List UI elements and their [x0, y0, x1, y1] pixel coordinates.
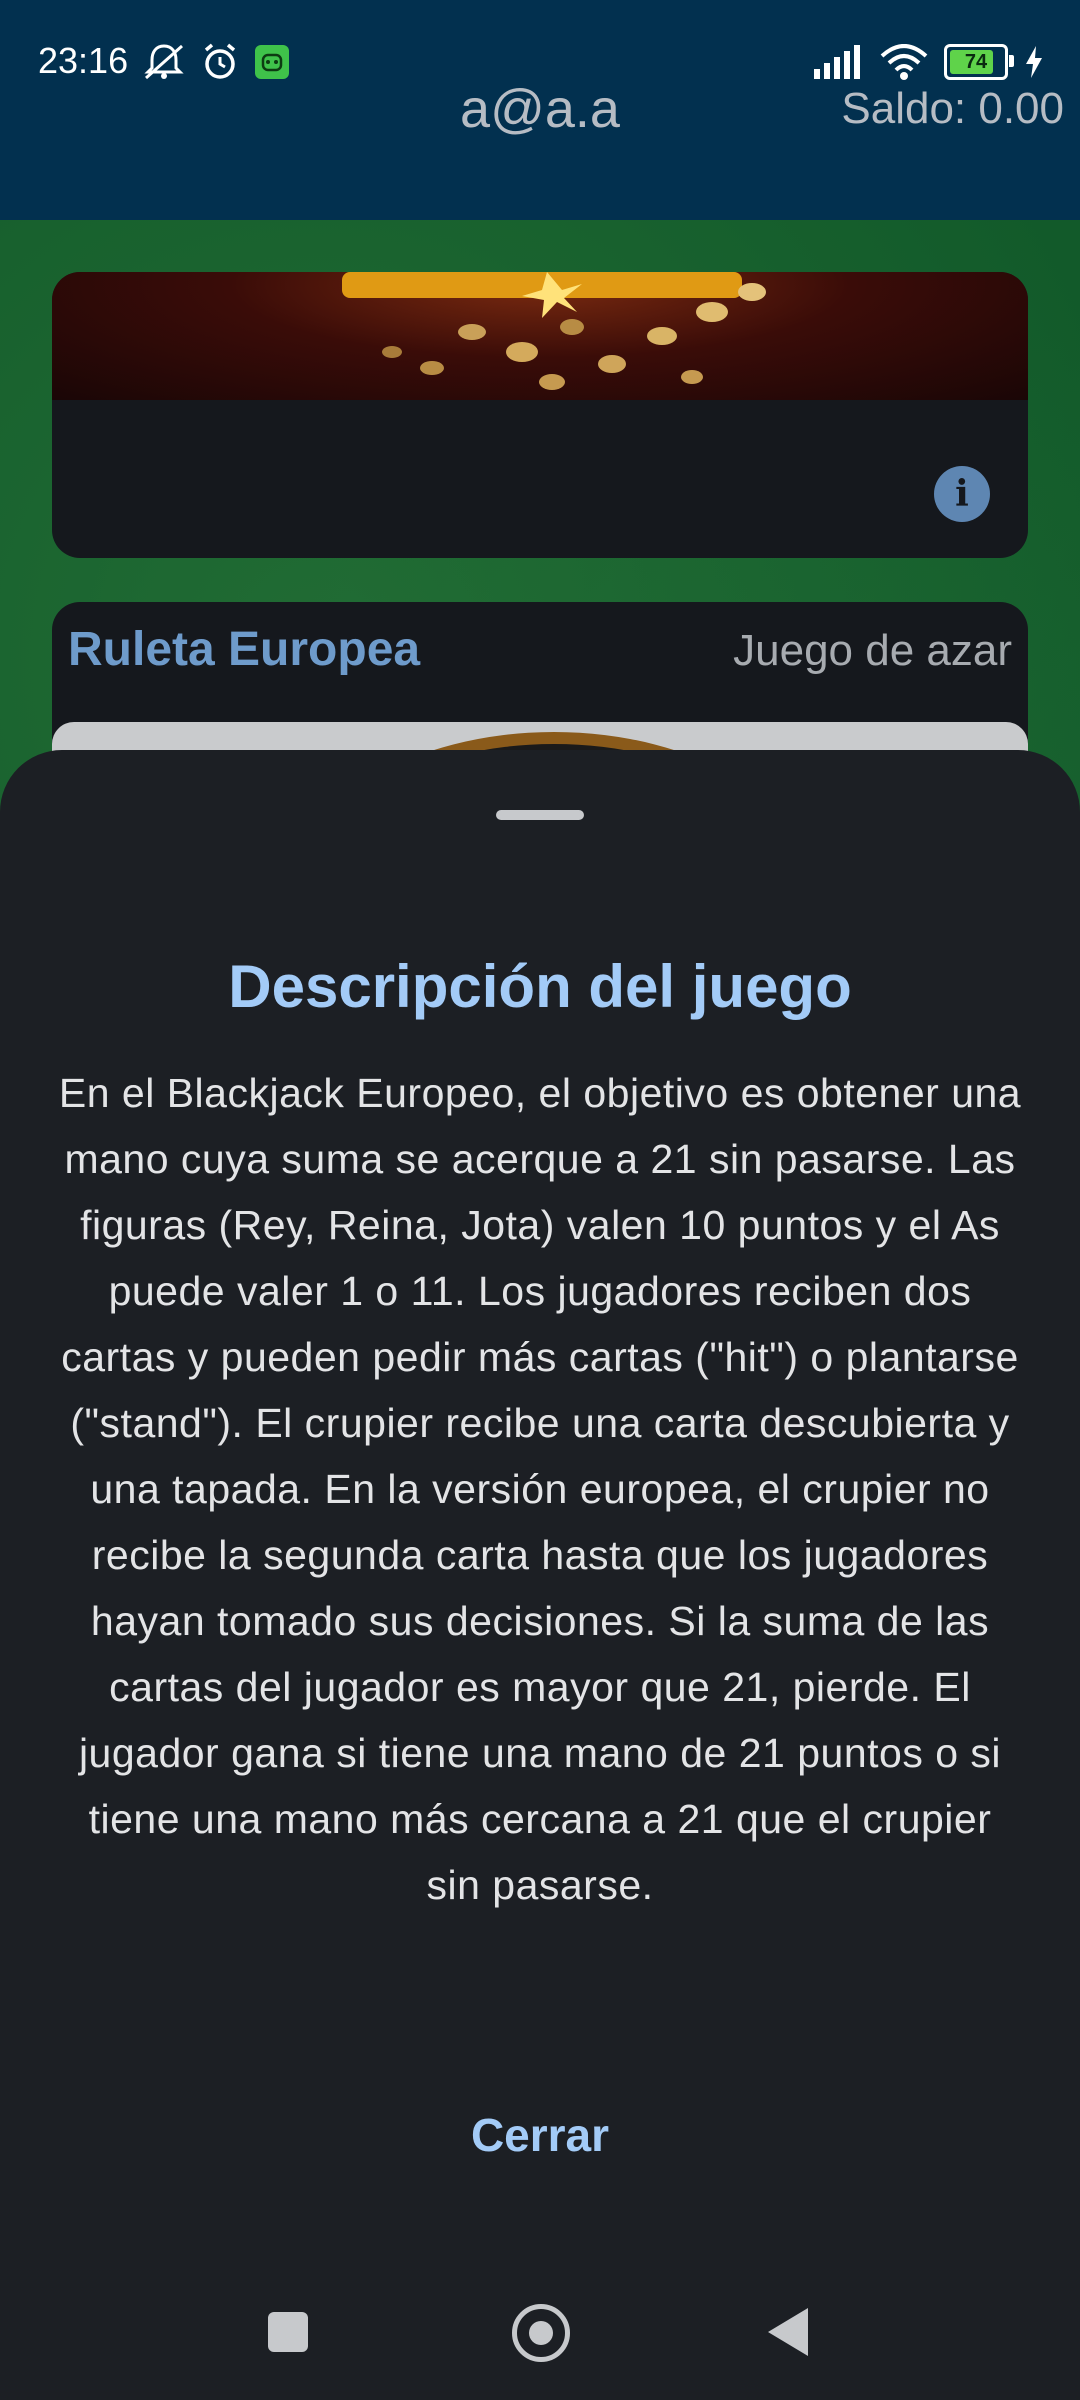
- system-nav-bar: [0, 2290, 1080, 2380]
- game-card-image: [52, 272, 1028, 400]
- notifications-off-icon: [142, 42, 186, 82]
- battery-level: 74: [964, 50, 988, 73]
- game-card-category: Juego de azar: [733, 626, 1012, 675]
- close-button[interactable]: Cerrar: [390, 2084, 690, 2184]
- user-email: a@a.a: [460, 79, 620, 139]
- info-button[interactable]: i: [934, 466, 990, 522]
- app-notification-icon: [254, 44, 290, 80]
- coins-illustration: [52, 272, 1028, 400]
- status-icons-right: [812, 44, 1044, 80]
- game-card[interactable]: [52, 272, 1028, 558]
- sheet-title: Descripción del juego: [228, 953, 852, 1020]
- balance-label: Saldo: 0.00: [841, 84, 1064, 133]
- status-time: 23:16: [38, 40, 129, 81]
- recents-icon[interactable]: [268, 2312, 308, 2352]
- signal-icon: [812, 45, 864, 79]
- home-icon[interactable]: [512, 2304, 570, 2362]
- game-description: En el Blackjack Europeo, el objetivo es obtener una mano cuya suma se acerque a 21 sin pasarse. Las figuras (Rey, Reina, Jota) valen 10 puntos y el As puede valer 1 o 11. Los jugadores reciben dos cartas y pueden pedir más cartas ("hit") o plantarse ("stand"). El crupier recibe una carta descubierta y una tapada. En la versión europea, el crupier no recibe la segunda carta hasta que los jugadores hayan tomado sus decisiones. Si la suma de las cartas del jugador es mayor que 21, pierde. El jugador gana si tiene una mano de 21 puntos o si tiene una mano más cercana a 21 que el crupier sin pasarse.: [58, 1070, 1022, 1908]
- drag-handle[interactable]: [496, 810, 584, 820]
- description-bottom-sheet: [0, 750, 1080, 2400]
- battery-icon: [944, 44, 1008, 80]
- back-icon[interactable]: [768, 2308, 808, 2356]
- charging-icon: [1024, 46, 1044, 78]
- alarm-icon: [200, 42, 240, 82]
- game-card-title: Ruleta Europea: [68, 623, 421, 676]
- app-bar: [0, 0, 1080, 220]
- status-icons-left: [142, 42, 290, 82]
- wifi-icon: [880, 44, 928, 80]
